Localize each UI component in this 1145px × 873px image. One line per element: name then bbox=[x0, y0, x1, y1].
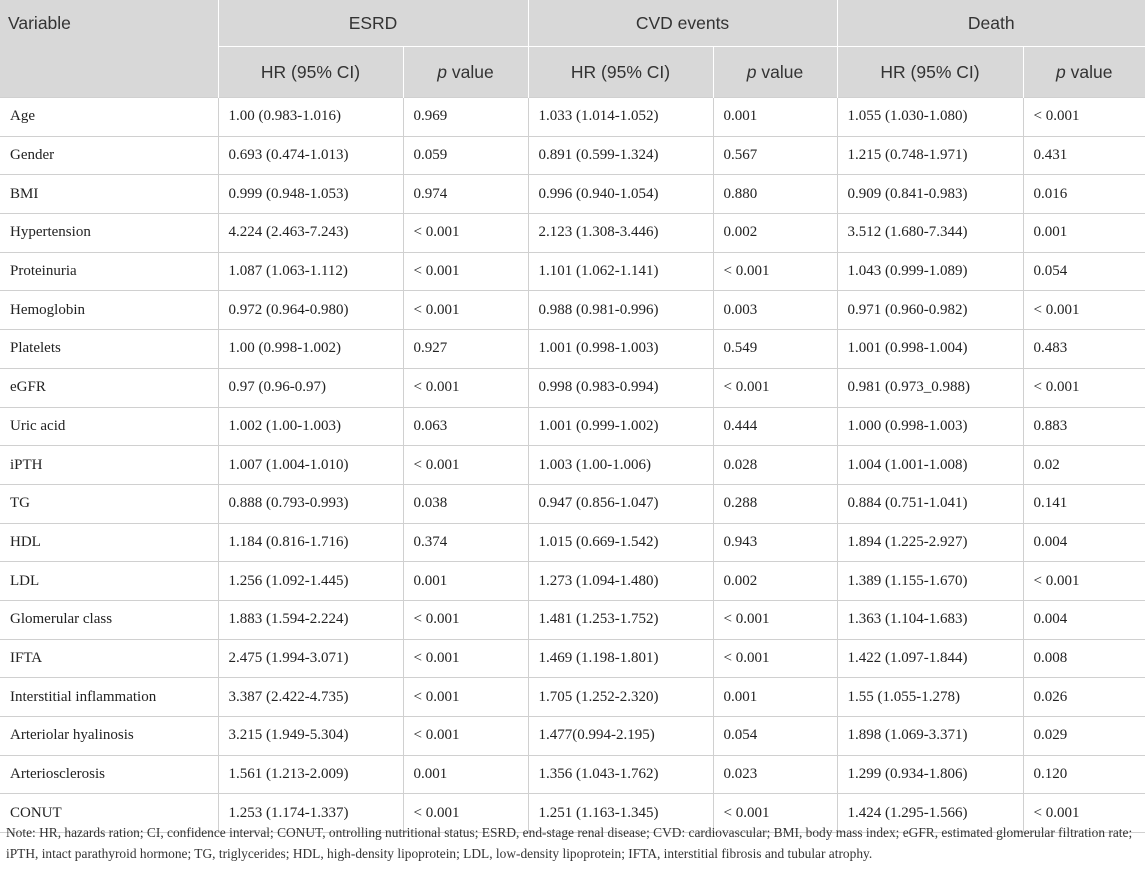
cell-p-death: 0.02 bbox=[1023, 446, 1145, 485]
header-p-cvd bbox=[713, 47, 837, 98]
cell-variable: BMI bbox=[0, 175, 218, 214]
table-row bbox=[0, 600, 1145, 639]
cell-hr-esrd: 2.475 (1.994-3.071) bbox=[218, 639, 403, 678]
cell-p-esrd: < 0.001 bbox=[403, 368, 528, 407]
cell-variable: TG bbox=[0, 484, 218, 523]
cell-variable: IFTA bbox=[0, 639, 218, 678]
cell-p-cvd: 0.003 bbox=[713, 291, 837, 330]
cell-p-esrd: < 0.001 bbox=[403, 214, 528, 253]
cell-p-cvd: < 0.001 bbox=[713, 368, 837, 407]
cell-p-esrd: 0.969 bbox=[403, 98, 528, 137]
cell-p-cvd: 0.054 bbox=[713, 717, 837, 756]
cell-hr-death: 1.424 (1.295-1.566) bbox=[837, 794, 1023, 833]
table-header bbox=[0, 0, 1145, 98]
table-row bbox=[0, 214, 1145, 253]
cell-p-cvd: 0.444 bbox=[713, 407, 837, 446]
cell-p-death: < 0.001 bbox=[1023, 291, 1145, 330]
header-p-rest: value bbox=[447, 61, 494, 82]
cell-p-death: 0.004 bbox=[1023, 523, 1145, 562]
cell-p-cvd: 0.567 bbox=[713, 136, 837, 175]
table-row bbox=[0, 252, 1145, 291]
cell-hr-death: 0.971 (0.960-0.982) bbox=[837, 291, 1023, 330]
cell-hr-esrd: 0.888 (0.793-0.993) bbox=[218, 484, 403, 523]
cell-hr-esrd: 1.253 (1.174-1.337) bbox=[218, 794, 403, 833]
cell-hr-cvd: 1.033 (1.014-1.052) bbox=[528, 98, 713, 137]
cell-p-esrd: < 0.001 bbox=[403, 639, 528, 678]
cell-hr-cvd: 1.481 (1.253-1.752) bbox=[528, 600, 713, 639]
cell-p-esrd: 0.059 bbox=[403, 136, 528, 175]
header-group-death: Death bbox=[837, 0, 1145, 47]
cell-hr-cvd: 0.996 (0.940-1.054) bbox=[528, 175, 713, 214]
table-row bbox=[0, 368, 1145, 407]
cell-p-esrd: < 0.001 bbox=[403, 600, 528, 639]
cell-hr-esrd: 1.561 (1.213-2.009) bbox=[218, 755, 403, 794]
cell-hr-esrd: 0.97 (0.96-0.97) bbox=[218, 368, 403, 407]
cell-p-death: 0.026 bbox=[1023, 678, 1145, 717]
cell-hr-cvd: 1.001 (0.998-1.003) bbox=[528, 330, 713, 369]
table-note: Note: HR, hazards ration; CI, confidence interval; CONUT, ontrolling nutritional status; ESRD, end-stage renal disease; CVD: cardiovascular; BMI, body mass index; eGFR, estimated glomerular filtration rate; iPTH, intact parathyroid hormone; TG, triglycerides; HDL, high-density lipoprotein; LDL, low-density lipoprotein; IFTA, interstitial fibrosis and tubular atrophy. bbox=[6, 825, 1133, 861]
cell-p-esrd: < 0.001 bbox=[403, 717, 528, 756]
cell-hr-esrd: 1.00 (0.998-1.002) bbox=[218, 330, 403, 369]
table-row bbox=[0, 407, 1145, 446]
cell-hr-esrd: 1.00 (0.983-1.016) bbox=[218, 98, 403, 137]
cell-p-death: < 0.001 bbox=[1023, 368, 1145, 407]
table-row bbox=[0, 446, 1145, 485]
cell-p-esrd: < 0.001 bbox=[403, 252, 528, 291]
cell-hr-death: 1.000 (0.998-1.003) bbox=[837, 407, 1023, 446]
cell-p-esrd: 0.001 bbox=[403, 755, 528, 794]
header-p-rest: value bbox=[1065, 61, 1113, 82]
cell-variable: Uric acid bbox=[0, 407, 218, 446]
table-row bbox=[0, 291, 1145, 330]
table-row bbox=[0, 639, 1145, 678]
cell-variable: Glomerular class bbox=[0, 600, 218, 639]
cell-variable: Age bbox=[0, 98, 218, 137]
cell-p-death: 0.029 bbox=[1023, 717, 1145, 756]
cell-hr-death: 1.215 (0.748-1.971) bbox=[837, 136, 1023, 175]
cell-hr-death: 1.422 (1.097-1.844) bbox=[837, 639, 1023, 678]
cell-p-death: 0.141 bbox=[1023, 484, 1145, 523]
cell-p-cvd: 0.549 bbox=[713, 330, 837, 369]
cell-hr-death: 1.299 (0.934-1.806) bbox=[837, 755, 1023, 794]
cell-p-death: 0.008 bbox=[1023, 639, 1145, 678]
cell-hr-death: 1.055 (1.030-1.080) bbox=[837, 98, 1023, 137]
cell-hr-esrd: 0.972 (0.964-0.980) bbox=[218, 291, 403, 330]
cell-hr-death: 1.55 (1.055-1.278) bbox=[837, 678, 1023, 717]
table-row bbox=[0, 562, 1145, 601]
cell-p-death: 0.001 bbox=[1023, 214, 1145, 253]
cell-hr-esrd: 3.215 (1.949-5.304) bbox=[218, 717, 403, 756]
cell-hr-death: 1.043 (0.999-1.089) bbox=[837, 252, 1023, 291]
cell-variable: CONUT bbox=[0, 794, 218, 833]
cell-p-cvd: < 0.001 bbox=[713, 794, 837, 833]
cell-p-cvd: 0.880 bbox=[713, 175, 837, 214]
cell-hr-cvd: 1.001 (0.999-1.002) bbox=[528, 407, 713, 446]
cell-hr-esrd: 0.999 (0.948-1.053) bbox=[218, 175, 403, 214]
cell-variable: Platelets bbox=[0, 330, 218, 369]
cell-variable: Arteriosclerosis bbox=[0, 755, 218, 794]
cell-p-esrd: 0.038 bbox=[403, 484, 528, 523]
cell-hr-esrd: 4.224 (2.463-7.243) bbox=[218, 214, 403, 253]
cell-p-death: 0.120 bbox=[1023, 755, 1145, 794]
cell-hr-esrd: 1.184 (0.816-1.716) bbox=[218, 523, 403, 562]
cell-p-esrd: < 0.001 bbox=[403, 794, 528, 833]
table-row bbox=[0, 175, 1145, 214]
cell-p-cvd: 0.288 bbox=[713, 484, 837, 523]
cell-p-cvd: 0.943 bbox=[713, 523, 837, 562]
header-p-death bbox=[1023, 47, 1145, 98]
table-row bbox=[0, 330, 1145, 369]
cell-p-death: 0.883 bbox=[1023, 407, 1145, 446]
table-body bbox=[0, 98, 1145, 833]
header-group-esrd: ESRD bbox=[218, 0, 528, 47]
cell-p-death: < 0.001 bbox=[1023, 794, 1145, 833]
cell-p-cvd: 0.023 bbox=[713, 755, 837, 794]
cell-hr-esrd: 3.387 (2.422-4.735) bbox=[218, 678, 403, 717]
header-hr-esrd: HR (95% CI) bbox=[218, 47, 403, 98]
cell-hr-cvd: 0.988 (0.981-0.996) bbox=[528, 291, 713, 330]
cell-p-cvd: < 0.001 bbox=[713, 252, 837, 291]
cell-hr-esrd: 1.087 (1.063-1.112) bbox=[218, 252, 403, 291]
cell-hr-cvd: 1.003 (1.00-1.006) bbox=[528, 446, 713, 485]
cell-p-esrd: < 0.001 bbox=[403, 678, 528, 717]
header-p-esrd bbox=[403, 47, 528, 98]
cell-p-death: 0.016 bbox=[1023, 175, 1145, 214]
header-p-italic: p bbox=[1056, 61, 1066, 82]
cell-p-cvd: 0.001 bbox=[713, 98, 837, 137]
cell-p-death: 0.054 bbox=[1023, 252, 1145, 291]
cell-variable: Interstitial inflammation bbox=[0, 678, 218, 717]
cell-hr-death: 1.898 (1.069-3.371) bbox=[837, 717, 1023, 756]
cell-hr-death: 0.909 (0.841-0.983) bbox=[837, 175, 1023, 214]
cell-hr-death: 0.981 (0.973_0.988) bbox=[837, 368, 1023, 407]
cell-p-cvd: < 0.001 bbox=[713, 600, 837, 639]
cell-p-cvd: 0.001 bbox=[713, 678, 837, 717]
cell-hr-cvd: 1.015 (0.669-1.542) bbox=[528, 523, 713, 562]
header-p-italic: p bbox=[746, 61, 757, 82]
header-p-italic: p bbox=[437, 61, 448, 82]
cell-hr-death: 0.884 (0.751-1.041) bbox=[837, 484, 1023, 523]
cell-hr-cvd: 1.273 (1.094-1.480) bbox=[528, 562, 713, 601]
cell-p-cvd: 0.028 bbox=[713, 446, 837, 485]
cell-hr-cvd: 2.123 (1.308-3.446) bbox=[528, 214, 713, 253]
cell-hr-esrd: 0.693 (0.474-1.013) bbox=[218, 136, 403, 175]
header-group-cvd-events: CVD events bbox=[528, 0, 837, 47]
cell-p-esrd: 0.063 bbox=[403, 407, 528, 446]
table-row bbox=[0, 98, 1145, 137]
cell-hr-esrd: 1.007 (1.004-1.010) bbox=[218, 446, 403, 485]
table-row bbox=[0, 717, 1145, 756]
cell-hr-cvd: 1.477(0.994-2.195) bbox=[528, 717, 713, 756]
cell-hr-death: 1.894 (1.225-2.927) bbox=[837, 523, 1023, 562]
header-hr-cvd: HR (95% CI) bbox=[528, 47, 713, 98]
cell-variable: LDL bbox=[0, 562, 218, 601]
header-variable: Variable bbox=[0, 0, 218, 98]
cell-p-cvd: 0.002 bbox=[713, 562, 837, 601]
cell-p-esrd: 0.927 bbox=[403, 330, 528, 369]
header-hr-death: HR (95% CI) bbox=[837, 47, 1023, 98]
cell-p-esrd: < 0.001 bbox=[403, 446, 528, 485]
cell-p-death: < 0.001 bbox=[1023, 562, 1145, 601]
cell-hr-esrd: 1.883 (1.594-2.224) bbox=[218, 600, 403, 639]
cell-hr-death: 1.363 (1.104-1.683) bbox=[837, 600, 1023, 639]
header-p-rest: value bbox=[756, 61, 804, 82]
cell-hr-cvd: 0.947 (0.856-1.047) bbox=[528, 484, 713, 523]
table-row bbox=[0, 755, 1145, 794]
cell-hr-cvd: 1.356 (1.043-1.762) bbox=[528, 755, 713, 794]
cell-variable: Gender bbox=[0, 136, 218, 175]
cell-variable: HDL bbox=[0, 523, 218, 562]
table-row bbox=[0, 678, 1145, 717]
cell-p-death: 0.483 bbox=[1023, 330, 1145, 369]
cell-hr-death: 3.512 (1.680-7.344) bbox=[837, 214, 1023, 253]
cell-hr-cvd: 1.705 (1.252-2.320) bbox=[528, 678, 713, 717]
cell-variable: Hypertension bbox=[0, 214, 218, 253]
table-row bbox=[0, 523, 1145, 562]
cell-variable: Arteriolar hyalinosis bbox=[0, 717, 218, 756]
cell-p-death: < 0.001 bbox=[1023, 98, 1145, 137]
cell-hr-esrd: 1.002 (1.00-1.003) bbox=[218, 407, 403, 446]
cell-p-death: 0.431 bbox=[1023, 136, 1145, 175]
cell-variable: iPTH bbox=[0, 446, 218, 485]
cell-p-death: 0.004 bbox=[1023, 600, 1145, 639]
cell-hr-cvd: 0.891 (0.599-1.324) bbox=[528, 136, 713, 175]
cell-hr-cvd: 1.251 (1.163-1.345) bbox=[528, 794, 713, 833]
cell-p-cvd: 0.002 bbox=[713, 214, 837, 253]
cell-variable: Proteinuria bbox=[0, 252, 218, 291]
cell-p-esrd: < 0.001 bbox=[403, 291, 528, 330]
cell-hr-death: 1.004 (1.001-1.008) bbox=[837, 446, 1023, 485]
cell-variable: eGFR bbox=[0, 368, 218, 407]
cell-p-esrd: 0.974 bbox=[403, 175, 528, 214]
cell-hr-death: 1.389 (1.155-1.670) bbox=[837, 562, 1023, 601]
table-row bbox=[0, 136, 1145, 175]
cell-p-esrd: 0.374 bbox=[403, 523, 528, 562]
cell-hr-esrd: 1.256 (1.092-1.445) bbox=[218, 562, 403, 601]
table-row bbox=[0, 484, 1145, 523]
cell-p-cvd: < 0.001 bbox=[713, 639, 837, 678]
cell-p-esrd: 0.001 bbox=[403, 562, 528, 601]
cell-hr-cvd: 0.998 (0.983-0.994) bbox=[528, 368, 713, 407]
cell-hr-death: 1.001 (0.998-1.004) bbox=[837, 330, 1023, 369]
cell-hr-cvd: 1.101 (1.062-1.141) bbox=[528, 252, 713, 291]
cell-hr-cvd: 1.469 (1.198-1.801) bbox=[528, 639, 713, 678]
cell-variable: Hemoglobin bbox=[0, 291, 218, 330]
